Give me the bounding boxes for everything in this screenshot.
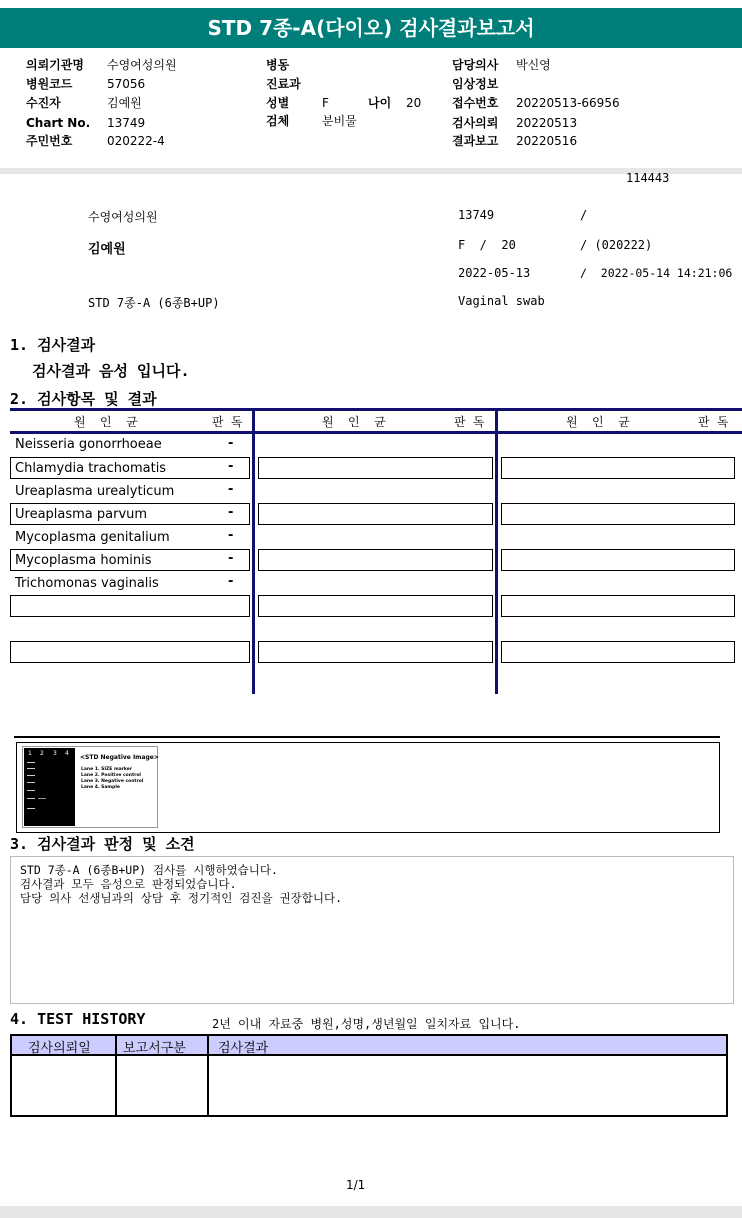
gel-image-title: <STD Negative Image> [80,754,159,761]
row-box [258,457,493,479]
report-id-number: 114443 [626,171,670,185]
history-divider-2 [207,1034,209,1117]
row-box [501,549,735,571]
history-col-request-date: 검사의뢰일 [28,1041,91,1056]
chart-value: 13749 [107,116,146,130]
row-box [501,641,735,663]
history-header-rule [10,1054,728,1056]
pathogen-result: - [228,551,234,566]
footer-band [0,1206,742,1218]
pathogen-result: - [228,459,234,474]
table-top-rule [10,408,742,411]
row-box [10,641,250,663]
gel-band [27,808,35,809]
section4-title: 4. TEST HISTORY [10,1010,146,1028]
opinion-line: 검사결과 모두 음성으로 판정되었습니다. [20,877,237,891]
summary-hospital: 수영여성의원 [88,210,158,224]
gel-band [38,798,46,799]
pathogen-result: - [228,528,234,543]
receipt-label: 접수번호 [452,96,499,110]
pathogen-name: Chlamydia trachomatis [15,461,167,476]
pathogen-name: Trichomonas vaginalis [15,576,159,591]
request-value: 20220513 [516,116,578,130]
summary-request-date: 2022-05-13 [458,266,531,280]
gel-legend-item: Lane 3. Negative control [81,779,144,784]
opinion-line: 담당 의사 선생님과의 상담 후 정기적인 검진을 권장합니다. [20,891,343,905]
image-section-rule [14,736,720,738]
col-header-pathogen-3: 원 인 균 [566,415,630,429]
row-box [501,503,735,525]
result-label: 결과보고 [452,134,499,148]
result-value: 20220516 [516,134,578,148]
patient-value: 김예원 [107,96,142,110]
pathogen-result: - [228,505,234,520]
section1-result-text: 검사결과 음성 입니다. [32,362,190,380]
hospital-label: 의뢰기관명 [26,58,84,72]
receipt-value: 20220513-66956 [516,96,620,110]
lane-label: 3 [53,750,57,757]
gel-legend-item: Lane 2. Positive control [81,773,141,778]
page-number: 1/1 [346,1178,366,1192]
pathogen-name: Ureaplasma urealyticum [15,484,175,499]
patient-label: 수진자 [26,96,61,110]
specimen-label: 검체 [266,114,290,128]
col-header-result-2: 판 독 [454,415,485,429]
hospital-code-label: 병원코드 [26,77,73,91]
row-box [258,641,493,663]
lane-label: 4 [65,750,69,757]
dept-label: 진료과 [266,77,301,91]
col-header-pathogen-2: 원 인 균 [322,415,386,429]
summary-patient-name: 김예원 [88,242,126,257]
opinion-line: STD 7종-A (6종B+UP) 검사를 시행하였습니다. [20,863,278,877]
summary-chart-no: 13749 [458,208,495,222]
summary-birth: / (020222) [580,238,653,252]
section3-title: 3. 검사결과 판정 및 소견 [10,835,195,853]
pathogen-name: Ureaplasma parvum [15,507,148,522]
table-column-divider-2 [495,408,498,694]
section2-title: 2. 검사항목 및 결과 [10,390,157,408]
history-col-result: 검사결과 [218,1041,269,1056]
lane-label: 1 [28,750,32,757]
pathogen-result: - [228,574,234,589]
history-note: 2년 이내 자료중 병원,성명,생년월일 일치자료 입니다. [212,1017,521,1031]
gel-band [27,790,35,791]
row-box [258,503,493,525]
history-divider-1 [115,1034,117,1117]
summary-specimen: Vaginal swab [458,294,545,308]
col-header-result-1: 판 독 [212,415,243,429]
doctor-value: 박신영 [516,58,551,72]
gel-band [27,775,35,776]
table-column-divider-1 [252,408,255,694]
row-box [258,549,493,571]
gel-legend-item: Lane 1. SIZE marker [81,767,133,772]
gel-photo [24,748,75,826]
row-box [10,595,250,617]
section1-title: 1. 검사결과 [10,336,96,354]
gel-band [27,762,35,763]
age-value: 20 [406,96,422,110]
ward-label: 병동 [266,58,290,72]
lane-label: 2 [40,750,44,757]
opinion-box [10,856,734,1004]
report-title: STD 7종-A(다이오) 검사결과보고서 [0,8,742,48]
resident-label: 주민번호 [26,134,73,148]
gel-band [27,782,35,783]
pathogen-name: Mycoplasma hominis [15,553,152,568]
pathogen-result: - [228,482,234,497]
col-header-pathogen-1: 원 인 균 [74,415,138,429]
pathogen-name: Mycoplasma genitalium [15,530,170,545]
gel-image-thumbnail [22,746,158,828]
hospital-value: 수영여성의원 [107,58,177,72]
request-label: 검사의뢰 [452,116,499,130]
clinical-label: 임상정보 [452,77,499,91]
pathogen-result: - [228,436,234,451]
summary-report-datetime: / 2022-05-14 14:21:06 [580,266,733,280]
table-header-rule [10,431,742,434]
row-box [258,595,493,617]
hospital-code-value: 57056 [107,77,146,91]
doctor-label: 담당의사 [452,58,499,72]
sex-label: 성별 [266,96,290,110]
chart-label: Chart No. [26,116,91,130]
age-label: 나이 [368,96,392,110]
gel-legend-item: Lane 4. Sample [81,785,120,790]
summary-sex-age: F / 20 [458,238,516,252]
history-col-report-type: 보고서구분 [123,1041,186,1056]
summary-slash: / [580,208,588,222]
specimen-value: 분비물 [322,114,357,128]
gel-band [27,768,35,769]
sex-value: F [322,96,329,110]
history-table-border [10,1034,728,1117]
col-header-result-3: 판 독 [698,415,729,429]
pathogen-name: Neisseria gonorrhoeae [15,437,162,452]
row-box [501,595,735,617]
gel-band [27,798,35,799]
summary-test-name: STD 7종-A (6종B+UP) [88,296,220,310]
row-box [501,457,735,479]
resident-value: 020222-4 [107,134,165,148]
